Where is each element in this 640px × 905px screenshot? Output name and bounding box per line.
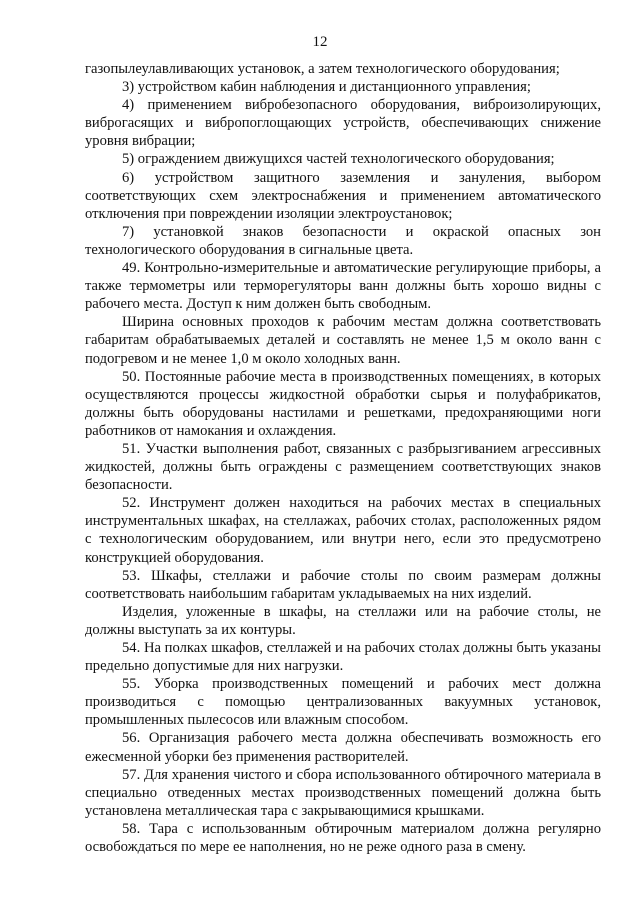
- clause-53-items: Изделия, уложенные в шкафы, на стеллажи или на рабочие столы, не должны выступать за их контуры.: [85, 603, 601, 638]
- clause-58: 58. Тара с использованным обтирочным материалом должна регулярно освобождаться по мере ее наполнения, но не реже одного раза в смену.: [85, 820, 601, 856]
- clause-53: 53. Шкафы, стеллажи и рабочие столы по своим размерам должны соответствовать наибольшим габаритам укладываемых на них изделий.: [85, 567, 601, 602]
- list-item-6: 6) устройством защитного заземления и зануления, выбором соответствующих схем электроснабжения и применением автоматического отключения при повреждении изоляции электроустановок;: [85, 169, 601, 222]
- clause-56: 56. Организация рабочего места должна обеспечивать возможность его ежесменной уборки без применения растворителей.: [85, 730, 601, 765]
- paragraph-continuation: газопылеулавливающих установок, а затем технологического оборудования;: [85, 61, 560, 77]
- clause-54: 54. На полках шкафов, стеллажей и на рабочих столах должны быть указаны предельно допустимые для них нагрузки.: [85, 640, 601, 675]
- list-item-4: 4) применением вибробезопасного оборудования, виброизолирующих, виброгасящих и вибропоглощающих устройств, обеспечивающих снижение уровня вибрации;: [85, 97, 601, 150]
- clause-49-passages: Ширина основных проходов к рабочим местам должна соответствовать габаритам обрабатываемых деталей и составлять не менее 1,5 м около ванн с подогревом и не менее 1,0 м около холодных ванн.: [85, 314, 601, 367]
- document-body: [85, 60, 601, 856]
- list-item-3: 3) устройством кабин наблюдения и дистанционного управления;: [122, 79, 531, 96]
- clause-52: 52. Инструмент должен находиться на рабочих местах в специальных инструментальных шкафах, на стеллажах, рабочих столах, расположенных рядом с технологическим оборудованием, или внутри него, если это предусмотрено конструкцией оборудования.: [85, 495, 601, 566]
- clause-51: 51. Участки выполнения работ, связанных с разбрызгиванием агрессивных жидкостей, должны быть ограждены с размещением соответствующих знаков безопасности.: [85, 440, 601, 494]
- list-item-7: 7) установкой знаков безопасности и окраской опасных зон технологического оборудования в сигнальные цвета.: [85, 223, 601, 258]
- list-item-5: 5) ограждением движущихся частей технологического оборудования;: [122, 151, 555, 168]
- clause-50: 50. Постоянные рабочие места в производственных помещениях, в которых осуществляются процессы жидкостной обработки сырья и полуфабрикатов, должны быть оборудованы настилами и решетками, предохраняющими ноги работников от намокания и охлаждения.: [85, 368, 601, 439]
- page-number: 12: [312, 34, 328, 50]
- clause-49: 49. Контрольно-измерительные и автоматические регулирующие приборы, а также термометры или терморегуляторы ванн должны быть хорошо видны с рабочего места. Доступ к ним должен быть свободным.: [85, 260, 601, 313]
- clause-55: 55. Уборка производственных помещений и рабочих мест должна производиться с помощью централизованных вакуумных установок, промышленных пылесосов или влажным способом.: [85, 676, 601, 729]
- clause-57: 57. Для хранения чистого и сбора использованного обтирочного материала в специально отведенных местах производственных помещений должна быть установлена металлическая тара с закрывающимися крышками.: [85, 766, 601, 819]
